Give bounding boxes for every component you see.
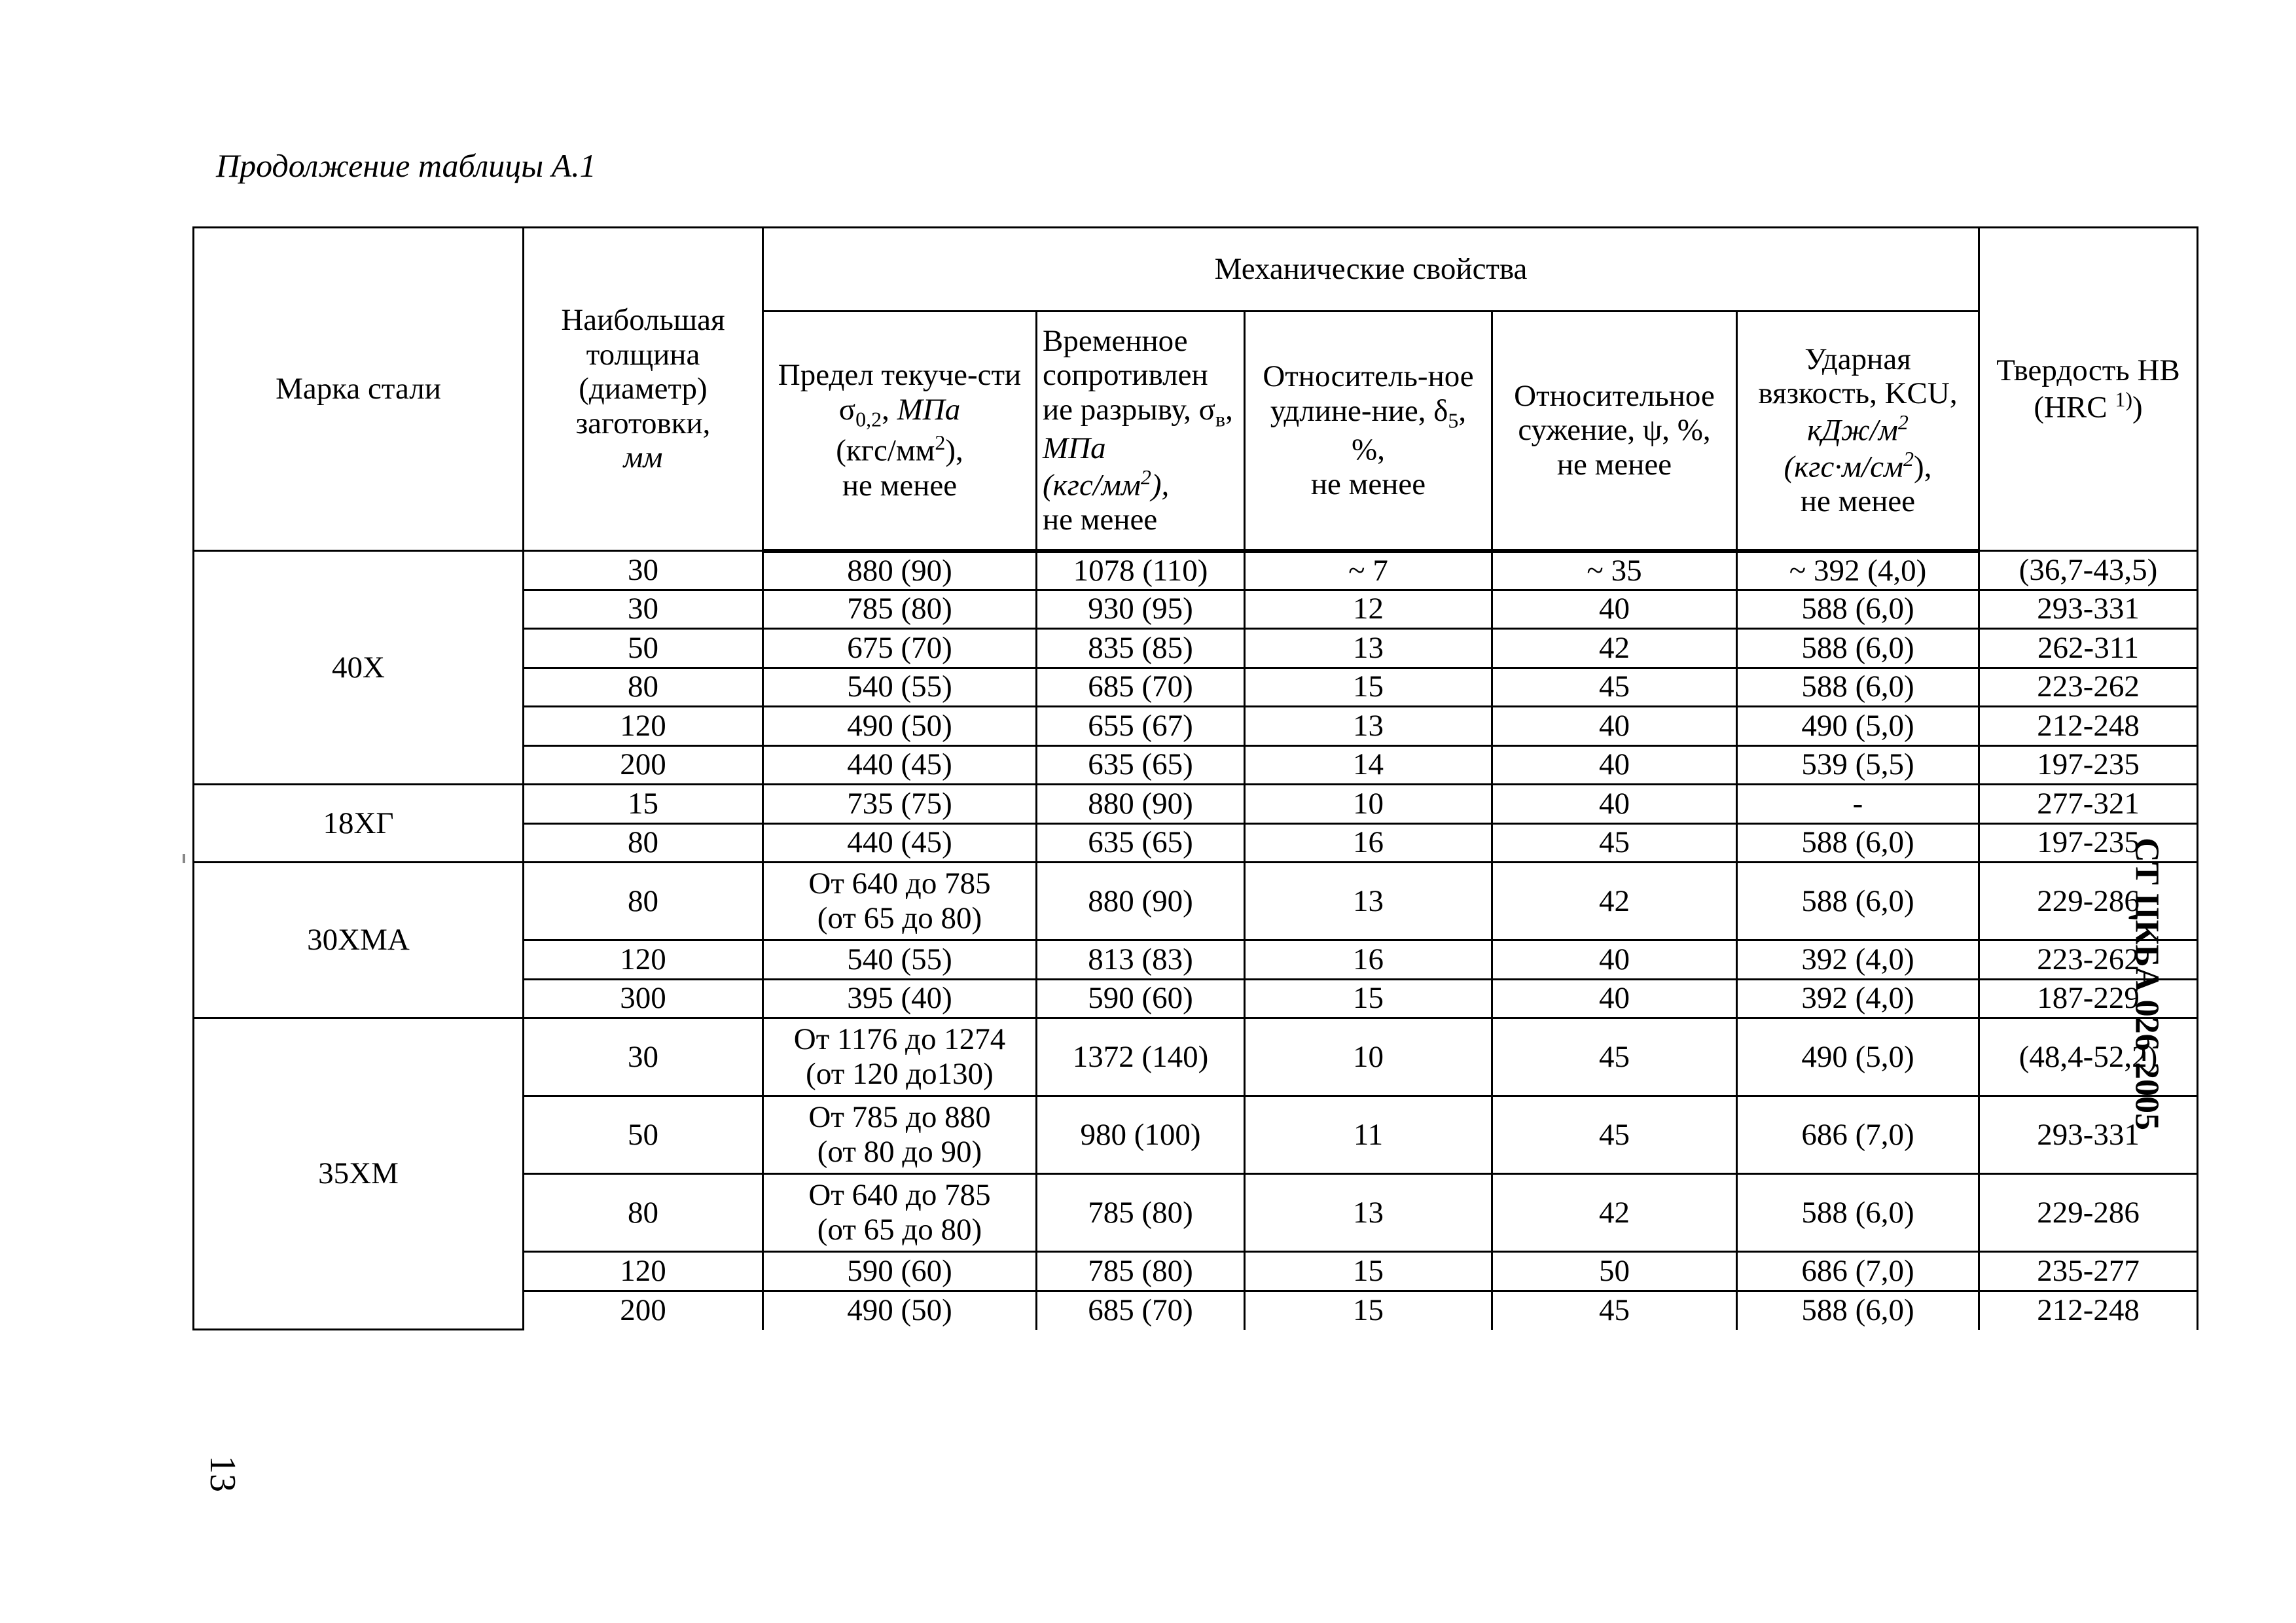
header-yield-unit: МПа [897,393,961,427]
hardness-cell: 262-311 [1979,629,2198,668]
thickness-cell: 200 [524,745,763,785]
yield-cell-line: (от 65 до 80) [817,901,982,935]
hardness-cell: 277-321 [1979,785,2198,824]
steel-grade-cell: 18ХГ [194,785,524,863]
steel-grade-cell: 30ХМА [194,863,524,1018]
impact-cell: 588 (6,0) [1737,590,1979,629]
header-tensile-subscript: в [1215,407,1226,431]
thickness-cell: 80 [524,823,763,863]
yield-cell-line: (от 80 до 90) [817,1135,982,1169]
impact-cell: 588 (6,0) [1737,1291,1979,1330]
header-tensile-strength: Временное сопротивлен ие разрыву, $\sigma_в$, МПа $(кгс/мм^2)$, не менее [1037,312,1245,551]
header-tensile-alt-unit: (кгс/мм [1043,468,1141,503]
contraction-cell: 40 [1492,590,1737,629]
contraction-cell: 45 [1492,823,1737,863]
yield-cell: 735 (75) [763,785,1037,824]
table-caption: Продолжение таблицы А.1 [216,147,596,184]
table-row [194,863,2198,940]
elongation-cell: 10 [1245,1018,1492,1096]
elongation-cell: 12 [1245,590,1492,629]
contraction-cell: 45 [1492,1018,1737,1096]
contraction-cell: 42 [1492,629,1737,668]
hardness-cell: (36,7-43,5) [1979,551,2198,590]
hardness-cell: (48,4-52,2) [1979,1018,2198,1096]
impact-cell: 392 (4,0) [1737,979,1979,1018]
header-elongation-label: Относитель-ное удлине-ние, δ [1263,359,1474,428]
thickness-cell: 300 [524,979,763,1018]
tensile-cell: 685 (70) [1037,668,1245,707]
tensile-cell: 590 (60) [1037,979,1245,1018]
tensile-cell: 980 (100) [1037,1096,1245,1174]
contraction-cell: 40 [1492,940,1737,980]
header-contraction-min: не менее [1556,448,1672,482]
header-hardness-close: ) [2132,390,2143,425]
steel-grade-cell: 40Х [194,551,524,785]
hardness-cell: 197-235 [1979,745,2198,785]
header-yield-sup: 2 [935,431,946,455]
header-elongation-min: не менее [1310,467,1426,501]
tensile-cell: 785 (80) [1037,1252,1245,1291]
yield-cell: 540 (55) [763,668,1037,707]
contraction-cell: 40 [1492,745,1737,785]
contraction-cell: 40 [1492,979,1737,1018]
table-body [194,551,2198,1330]
header-impact-sup: 2 [1897,410,1909,434]
yield-cell [763,1018,1037,1096]
thickness-cell: 80 [524,863,763,940]
table-row [194,1018,2198,1096]
contraction-cell: 42 [1492,1174,1737,1252]
tensile-cell: 813 (83) [1037,940,1245,980]
elongation-cell: ~ 7 [1245,551,1492,590]
tensile-cell: 1078 (110) [1037,551,1245,590]
yield-cell-line: (от 65 до 80) [817,1213,982,1247]
impact-cell: 588 (6,0) [1737,629,1979,668]
yield-cell: 785 (80) [763,590,1037,629]
header-impact-unit: кДж/м [1807,413,1898,448]
elongation-cell: 13 [1245,863,1492,940]
yield-cell: 880 (90) [763,551,1037,590]
thickness-cell: 120 [524,940,763,980]
tensile-cell: 1372 (140) [1037,1018,1245,1096]
thickness-cell: 80 [524,668,763,707]
elongation-cell: 15 [1245,1291,1492,1330]
thickness-cell: 30 [524,590,763,629]
impact-cell: 539 (5,5) [1737,745,1979,785]
header-elongation-unit: , %, [1352,393,1467,467]
thickness-cell: 50 [524,629,763,668]
thickness-cell: 30 [524,1018,763,1096]
impact-cell: 392 (4,0) [1737,940,1979,980]
impact-cell: 588 (6,0) [1737,1174,1979,1252]
elongation-cell: 11 [1245,1096,1492,1174]
yield-cell: 490 (50) [763,707,1037,746]
header-tensile-sup: 2 [1140,465,1151,489]
header-hardness-footnote: 1) [2115,387,2133,411]
thickness-cell: 30 [524,551,763,590]
hardness-cell: 293-331 [1979,1096,2198,1174]
yield-cell [763,1096,1037,1174]
hardness-cell: 235-277 [1979,1252,2198,1291]
impact-cell: 686 (7,0) [1737,1096,1979,1174]
impact-cell: 588 (6,0) [1737,823,1979,863]
header-impact-sup2: 2 [1903,447,1914,471]
mechanical-properties-table [192,226,2198,1330]
yield-cell-line: (от 120 до130) [806,1057,994,1091]
yield-cell: 675 (70) [763,629,1037,668]
header-tensile-close: ), [1151,468,1170,503]
header-yield-close: ), [945,433,963,468]
header-impact-alt-unit: (кгс·м/см [1784,450,1904,484]
yield-cell [763,1174,1037,1252]
header-tensile-unit: МПа [1043,431,1106,466]
yield-cell: 440 (45) [763,823,1037,863]
yield-cell-line: От 640 до 785 [808,1178,991,1213]
impact-cell: ~ 392 (4,0) [1737,551,1979,590]
impact-cell: 686 (7,0) [1737,1252,1979,1291]
header-contraction-label: Относительное сужение, ψ, %, [1514,378,1715,448]
thickness-cell: 15 [524,785,763,824]
impact-cell: - [1737,785,1979,824]
impact-cell: 490 (5,0) [1737,707,1979,746]
header-impact-min: не менее [1800,484,1916,519]
yield-cell [763,863,1037,940]
yield-cell: 440 (45) [763,745,1037,785]
impact-cell: 588 (6,0) [1737,668,1979,707]
tensile-cell: 785 (80) [1037,1174,1245,1252]
header-impact-label: Ударная вязкость, KCU, [1758,342,1958,411]
elongation-cell: 16 [1245,823,1492,863]
header-mechanical-properties: Механические свойства [763,228,1979,312]
yield-cell: 540 (55) [763,940,1037,980]
header-thickness [524,228,763,551]
header-contraction [1492,312,1737,551]
tensile-cell: 930 (95) [1037,590,1245,629]
elongation-cell: 13 [1245,707,1492,746]
yield-cell: 395 (40) [763,979,1037,1018]
header-elongation [1245,312,1492,551]
tensile-cell: 835 (85) [1037,629,1245,668]
elongation-cell: 14 [1245,745,1492,785]
elongation-cell: 15 [1245,979,1492,1018]
header-yield-subscript: 0,2 [855,407,882,431]
contraction-cell: 40 [1492,785,1737,824]
contraction-cell: 45 [1492,668,1737,707]
tensile-cell: 655 (67) [1037,707,1245,746]
yield-cell: 490 (50) [763,1291,1037,1330]
steel-grade-cell: 35ХМ [194,1018,524,1330]
impact-cell: 490 (5,0) [1737,1018,1979,1096]
thickness-cell: 120 [524,707,763,746]
contraction-cell: 45 [1492,1291,1737,1330]
document-code: СТ ЦКБА 026-2005 [2128,838,2166,1130]
table-row [194,785,2198,824]
hardness-cell: 223-262 [1979,940,2198,980]
tensile-cell: 880 (90) [1037,863,1245,940]
impact-cell: 588 (6,0) [1737,863,1979,940]
hardness-cell: 187-229 [1979,979,2198,1018]
thickness-cell: 50 [524,1096,763,1174]
hardness-cell: 223-262 [1979,668,2198,707]
header-thickness-unit: мм [623,440,663,475]
contraction-cell: 42 [1492,863,1737,940]
contraction-cell: 40 [1492,707,1737,746]
hardness-cell: 197-235 [1979,823,2198,863]
header-impact-close: ), [1914,450,1932,484]
header-tensile-min: не менее [1043,503,1158,537]
header-tensile-label: Временное сопротивлен ие разрыву, σ [1043,323,1215,427]
yield-cell-line: От 1176 до 1274 [793,1022,1006,1057]
margin-mark [183,854,185,863]
header-steel-grade: Марка стали [194,228,524,551]
header-impact-strength [1737,312,1979,551]
header-yield-min: не менее [842,468,958,503]
header-yield-strength: Предел текуче-сти $\sigma_{0,2}$, МПа $(кгс/мм^2)$, не менее [763,312,1037,551]
elongation-cell: 15 [1245,1252,1492,1291]
tensile-cell: 635 (65) [1037,745,1245,785]
hardness-cell: 212-248 [1979,1291,2198,1330]
elongation-cell: 10 [1245,785,1492,824]
hardness-cell: 212-248 [1979,707,2198,746]
yield-cell: 590 (60) [763,1252,1037,1291]
yield-cell-line: От 785 до 880 [808,1100,991,1135]
elongation-cell: 13 [1245,1174,1492,1252]
hardness-cell: 229-286 [1979,1174,2198,1252]
tensile-cell: 685 (70) [1037,1291,1245,1330]
header-yield-label: Предел текуче-сти σ [778,358,1022,427]
contraction-cell: ~ 35 [1492,551,1737,590]
hardness-cell: 293-331 [1979,590,2198,629]
header-thickness-label: Наибольшая толщина (диаметр) заготовки, [561,302,725,440]
contraction-cell: 45 [1492,1096,1737,1174]
contraction-cell: 50 [1492,1252,1737,1291]
elongation-cell: 13 [1245,629,1492,668]
thickness-cell: 200 [524,1291,763,1330]
thickness-cell: 80 [524,1174,763,1252]
header-hardness [1979,228,2198,551]
yield-cell-line: От 640 до 785 [808,866,991,901]
thickness-cell: 120 [524,1252,763,1291]
table-row [194,551,2198,590]
table-header [194,228,2198,551]
header-elongation-subscript: 5 [1448,408,1459,433]
tensile-cell: 635 (65) [1037,823,1245,863]
hardness-cell: 229-286 [1979,863,2198,940]
elongation-cell: 15 [1245,668,1492,707]
page-number: 13 [202,1455,243,1492]
header-hardness-label: Твердость НВ (HRC [1996,353,2180,425]
tensile-cell: 880 (90) [1037,785,1245,824]
header-yield-alt-unit: (кгс/мм [836,433,935,468]
elongation-cell: 16 [1245,940,1492,980]
